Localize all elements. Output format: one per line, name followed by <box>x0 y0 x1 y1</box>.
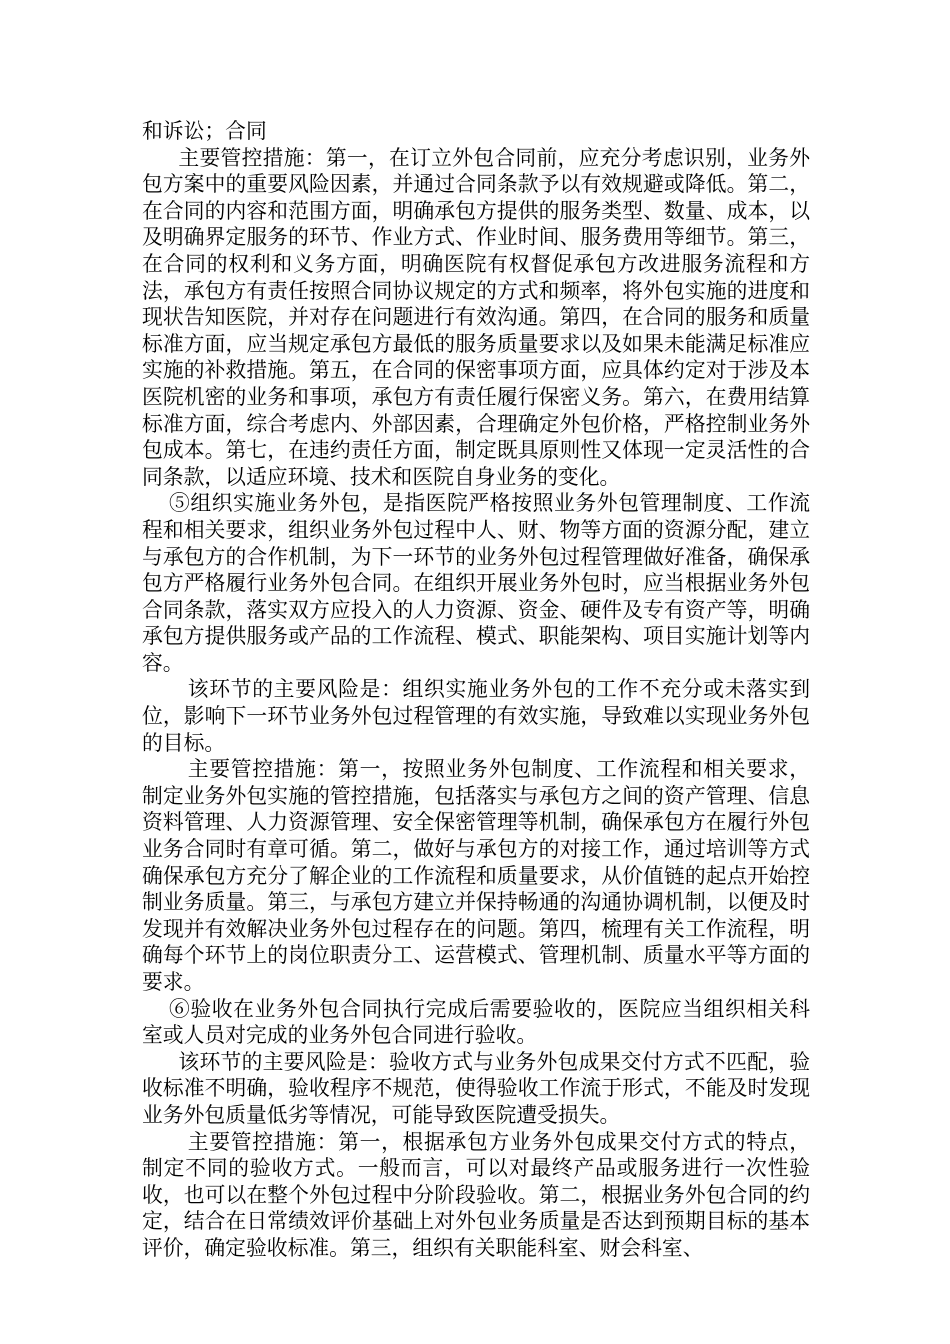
paragraph-implement-risk: 该环节的主要风险是：组织实施业务外包的工作不充分或未落实到位，影响下一环节业务外包过程管理的有效实施，导致难以实现业务外包的目标。 <box>142 677 810 755</box>
paragraph-implement-outsourcing: ⑤组织实施业务外包，是指医院严格按照业务外包管理制度、工作流程和相关要求，组织业务外包过程中人、财、物等方面的资源分配，建立与承包方的合作机制，为下一环节的业务外包过程管理做好准备，确保承包方严格履行业务外包合同。在组织开展业务外包时，应当根据业务外包合同条款，落实双方应投入的人力资源、资金、硬件及专有资产等，明确承包方提供服务或产品的工作流程、模式、职能架构、项目实施计划等内容。 <box>142 491 810 675</box>
paragraph-contract-controls: 主要管控措施：第一，在订立外包合同前，应充分考虑识别，业务外包方案中的重要风险因素，并通过合同条款予以有效规避或降低。第二，在合同的内容和范围方面，明确承包方提供的服务类型、数量、成本，以及明确界定服务的环节、作业方式、作业时间、服务费用等细节。第三，在合同的权利和义务方面，明确医院有权督促承包方改进服务流程和方法，承包方有责任按照合同协议规定的方式和频率，将外包实施的进度和现状告知医院，并对存在问题进行有效沟通。第四，在合同的服务和质量标准方面，应当规定承包方最低的服务质量要求以及如果未能满足标准应实施的补救措施。第五，在合同的保密事项方面，应具体约定对于涉及本医院机密的业务和事项，承包方有责任履行保密义务。第六，在费用结算标准方面，综合考虑内、外部因素，合理确定外包价格，严格控制业务外包成本。第七，在违约责任方面，制定既具原则性又体现一定灵活性的合同条款，以适应环境、技术和医院自身业务的变化。 <box>142 145 810 489</box>
document-page <box>142 118 810 1262</box>
paragraph-acceptance-controls: 主要管控措施：第一，根据承包方业务外包成果交付方式的特点，制定不同的验收方式。一般而言，可以对最终产品或服务进行一次性验收，也可以在整个外包过程中分阶段验收。第二，根据业务外包合同的约定，结合在日常绩效评价基础上对外包业务质量是否达到预期目标的基本评价，确定验收标准。第三，组织有关职能科室、财会科室、 <box>142 1129 810 1260</box>
paragraph-acceptance: ⑥验收在业务外包合同执行完成后需要验收的，医院应当组织相关科室或人员对完成的业务外包合同进行验收。 <box>142 996 810 1048</box>
paragraph-continuation: 和诉讼；合同 <box>142 119 267 143</box>
paragraph-acceptance-risk: 该环节的主要风险是：验收方式与业务外包成果交付方式不匹配，验收标准不明确，验收程序不规范，使得验收工作流于形式，不能及时发现业务外包质量低劣等情况，可能导致医院遭受损失。 <box>142 1049 810 1127</box>
paragraph-implement-controls: 主要管控措施：第一，按照业务外包制度、工作流程和相关要求，制定业务外包实施的管控措施，包括落实与承包方之间的资产管理、信息资料管理、人力资源管理、安全保密管理等机制，确保承包方在履行外包业务合同时有章可循。第二，做好与承包方的对接工作，通过培训等方式确保承包方充分了解企业的工作流程和质量要求，从价值链的起点开始控制业务质量。第三，与承包方建立并保持畅通的沟通协调机制，以便及时发现并有效解决业务外包过程存在的问题。第四，梳理有关工作流程，明确每个环节上的岗位职责分工、运营模式、管理机制、质量水平等方面的要求。 <box>142 757 810 994</box>
